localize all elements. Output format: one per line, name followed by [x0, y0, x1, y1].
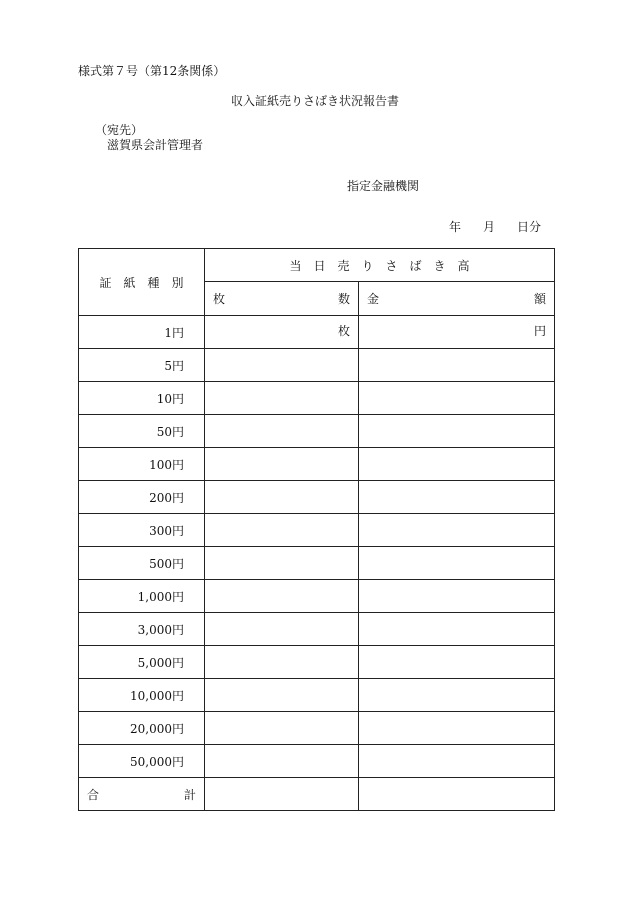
stamp-kind-cell: 500円 [79, 547, 205, 580]
stamp-kind-cell: 100円 [79, 448, 205, 481]
amount-header-char-2: 額 [534, 292, 547, 306]
stamp-kind-cell: 50,000円 [79, 745, 205, 778]
document-title: 収入証紙売りさばき状況報告書 [230, 94, 399, 108]
count-header-char-2: 数 [337, 292, 350, 306]
amount-cell[interactable] [359, 580, 555, 613]
stamp-kind-header-label: 証 紙 種 別 [99, 275, 184, 290]
stamp-kind-cell: 20,000円 [79, 712, 205, 745]
table-row [79, 382, 555, 415]
amount-cell[interactable] [359, 415, 555, 448]
daily-sales-header-label: 当 日 売 り さ ば き 高 [289, 258, 470, 273]
total-label-char-2: 計 [183, 787, 196, 802]
count-cell[interactable] [205, 712, 359, 745]
total-label-cell [79, 778, 205, 811]
amount-cell[interactable] [359, 547, 555, 580]
table-row [79, 547, 555, 580]
count-cell[interactable] [205, 415, 359, 448]
count-header [205, 282, 359, 316]
total-count-cell[interactable] [205, 778, 359, 811]
amount-cell[interactable] [359, 613, 555, 646]
amount-cell[interactable] [359, 382, 555, 415]
amount-cell[interactable] [359, 448, 555, 481]
count-cell[interactable] [205, 613, 359, 646]
amount-cell[interactable] [359, 316, 555, 349]
total-label-char-1: 合 [87, 787, 100, 802]
stamp-kind-cell: 50円 [79, 415, 205, 448]
count-cell[interactable] [205, 481, 359, 514]
date-month-label: 月 [483, 220, 496, 234]
amount-cell[interactable] [359, 646, 555, 679]
count-cell[interactable] [205, 349, 359, 382]
amount-header [359, 282, 555, 316]
table-row [79, 514, 555, 547]
report-date [427, 221, 541, 233]
count-cell[interactable] [205, 745, 359, 778]
amount-cell[interactable] [359, 712, 555, 745]
table-row [79, 349, 555, 382]
date-year-label: 年 [449, 220, 462, 234]
table-row [79, 415, 555, 448]
amount-cell[interactable] [359, 679, 555, 712]
issuer-name: 指定金融機関 [347, 179, 420, 193]
stamp-kind-cell: 1,000円 [79, 580, 205, 613]
count-cell[interactable] [205, 448, 359, 481]
stamp-kind-cell: 10,000円 [79, 679, 205, 712]
amount-cell[interactable] [359, 481, 555, 514]
total-amount-cell[interactable] [359, 778, 555, 811]
table-row [79, 481, 555, 514]
table-row [79, 646, 555, 679]
table-row [79, 712, 555, 745]
table-row [79, 613, 555, 646]
count-cell[interactable] [205, 382, 359, 415]
count-cell[interactable] [205, 547, 359, 580]
stamp-kind-header [79, 249, 205, 316]
count-unit-label: 枚 [337, 324, 350, 338]
table-row [79, 580, 555, 613]
count-cell[interactable] [205, 316, 359, 349]
count-cell[interactable] [205, 679, 359, 712]
stamp-kind-cell: 10円 [79, 382, 205, 415]
stamp-kind-cell: 1円 [79, 316, 205, 349]
table-row [79, 745, 555, 778]
form-number: 様式第７号（第12条関係） [78, 64, 226, 78]
total-row [79, 778, 555, 811]
stamp-kind-cell: 200円 [79, 481, 205, 514]
addressee-label: （宛先） [95, 123, 144, 137]
table-row [79, 448, 555, 481]
count-cell[interactable] [205, 580, 359, 613]
stamp-kind-cell: 3,000円 [79, 613, 205, 646]
count-cell[interactable] [205, 514, 359, 547]
table-row [79, 679, 555, 712]
count-header-char-1: 枚 [213, 292, 226, 306]
stamp-kind-cell: 5,000円 [79, 646, 205, 679]
amount-unit-label: 円 [534, 324, 547, 338]
stamp-sales-table [78, 248, 555, 811]
amount-header-char-1: 金 [367, 292, 380, 306]
count-cell[interactable] [205, 646, 359, 679]
stamp-kind-cell: 300円 [79, 514, 205, 547]
date-day-label: 日分 [517, 220, 542, 234]
amount-cell[interactable] [359, 514, 555, 547]
table-row [79, 316, 555, 349]
amount-cell[interactable] [359, 349, 555, 382]
addressee-name: 滋賀県会計管理者 [107, 138, 204, 152]
daily-sales-header [205, 249, 555, 282]
amount-cell[interactable] [359, 745, 555, 778]
stamp-kind-cell: 5円 [79, 349, 205, 382]
